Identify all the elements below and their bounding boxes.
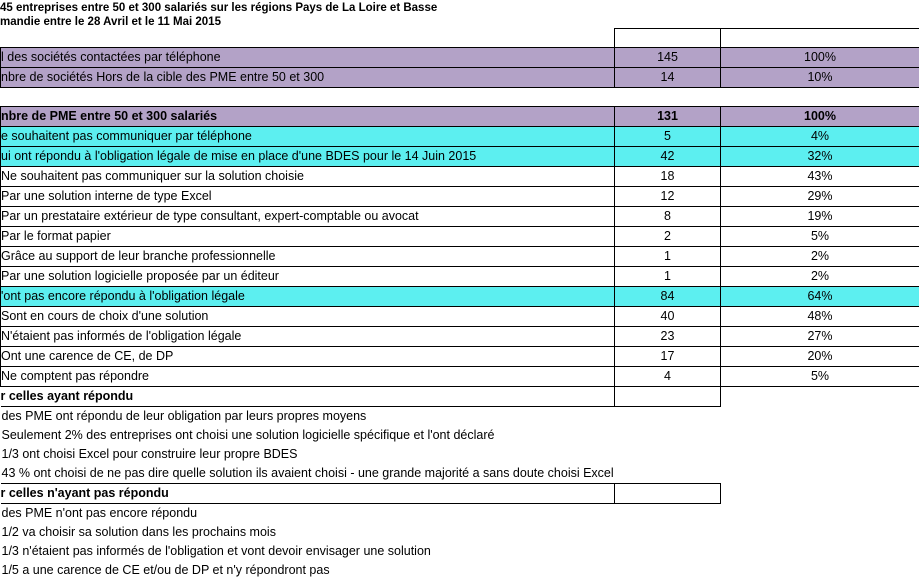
row-label[interactable]: l des sociétés contactées par téléphone bbox=[1, 48, 615, 68]
note-text[interactable]: 1/5 a une carence de CE et/ou de DP et n'y répondront pas bbox=[1, 561, 615, 580]
column-header-count bbox=[615, 29, 721, 48]
row-count[interactable]: 131 bbox=[615, 107, 721, 127]
note-blank-count bbox=[615, 445, 721, 464]
table-row[interactable] bbox=[1, 48, 919, 68]
row-count[interactable]: 40 bbox=[615, 307, 721, 327]
summary-not-answered-heading[interactable] bbox=[1, 484, 919, 504]
row-count[interactable]: 84 bbox=[615, 287, 721, 307]
note-blank-count bbox=[615, 464, 721, 484]
row-label[interactable]: Par une solution interne de type Excel bbox=[1, 187, 615, 207]
note-row[interactable] bbox=[1, 445, 919, 464]
row-label[interactable]: Grâce au support de leur branche professionnelle bbox=[1, 247, 615, 267]
note-row[interactable] bbox=[1, 426, 919, 445]
note-blank-rate bbox=[721, 542, 919, 561]
row-label[interactable]: Sont en cours de choix d'une solution bbox=[1, 307, 615, 327]
note-blank-rate bbox=[721, 504, 919, 524]
row-rate[interactable]: 32% bbox=[721, 147, 919, 167]
note-row[interactable] bbox=[1, 523, 919, 542]
table-row[interactable] bbox=[1, 167, 919, 187]
row-label[interactable]: e souhaitent pas communiquer par téléphone bbox=[1, 127, 615, 147]
row-rate[interactable]: 100% bbox=[721, 107, 919, 127]
row-count[interactable]: 23 bbox=[615, 327, 721, 347]
note-text[interactable]: 1/3 n'étaient pas informés de l'obligation et vont devoir envisager une solution bbox=[1, 542, 615, 561]
table-row[interactable] bbox=[1, 287, 919, 307]
row-count[interactable]: 42 bbox=[615, 147, 721, 167]
row-rate[interactable]: 19% bbox=[721, 207, 919, 227]
column-header-rate bbox=[721, 29, 919, 48]
row-rate[interactable]: 5% bbox=[721, 367, 919, 387]
row-count[interactable]: 145 bbox=[615, 48, 721, 68]
data-table bbox=[0, 28, 919, 580]
note-text[interactable]: des PME ont répondu de leur obligation par leurs propres moyens bbox=[1, 407, 615, 427]
summary-heading-label[interactable]: r celles ayant répondu bbox=[1, 387, 615, 407]
row-label[interactable]: Par le format papier bbox=[1, 227, 615, 247]
note-blank-count bbox=[615, 504, 721, 524]
row-rate[interactable]: 5% bbox=[721, 227, 919, 247]
row-label[interactable]: 'ont pas encore répondu à l'obligation légale bbox=[1, 287, 615, 307]
section-separator bbox=[1, 88, 919, 107]
table-row[interactable] bbox=[1, 207, 919, 227]
empty-cell bbox=[721, 88, 919, 107]
row-rate[interactable]: 29% bbox=[721, 187, 919, 207]
row-count[interactable]: 17 bbox=[615, 347, 721, 367]
table-row[interactable] bbox=[1, 267, 919, 287]
note-text[interactable]: 1/3 ont choisi Excel pour construire leur propre BDES bbox=[1, 445, 615, 464]
note-row[interactable] bbox=[1, 542, 919, 561]
note-blank-rate bbox=[721, 445, 919, 464]
row-label[interactable]: N'étaient pas informés de l'obligation légale bbox=[1, 327, 615, 347]
note-row[interactable] bbox=[1, 407, 919, 427]
empty-cell bbox=[1, 88, 615, 107]
row-rate[interactable]: 27% bbox=[721, 327, 919, 347]
row-count[interactable]: 1 bbox=[615, 247, 721, 267]
row-label[interactable]: ui ont répondu à l'obligation légale de mise en place d'une BDES pour le 14 Juin 2015 bbox=[1, 147, 615, 167]
row-rate[interactable]: 64% bbox=[721, 287, 919, 307]
table-row[interactable] bbox=[1, 327, 919, 347]
row-count[interactable]: 12 bbox=[615, 187, 721, 207]
table-row[interactable] bbox=[1, 147, 919, 167]
note-blank-count bbox=[615, 407, 721, 427]
table-row[interactable] bbox=[1, 107, 919, 127]
note-row[interactable] bbox=[1, 561, 919, 580]
sheet-title bbox=[0, 0, 919, 28]
row-label[interactable]: Ne souhaitent pas communiquer sur la solution choisie bbox=[1, 167, 615, 187]
row-rate[interactable]: 43% bbox=[721, 167, 919, 187]
table-row[interactable] bbox=[1, 367, 919, 387]
table-row[interactable] bbox=[1, 227, 919, 247]
note-blank-rate bbox=[721, 523, 919, 542]
note-text[interactable]: des PME n'ont pas encore répondu bbox=[1, 504, 615, 524]
row-rate[interactable]: 48% bbox=[721, 307, 919, 327]
table-row[interactable] bbox=[1, 187, 919, 207]
row-count[interactable]: 1 bbox=[615, 267, 721, 287]
row-count[interactable]: 18 bbox=[615, 167, 721, 187]
note-row[interactable] bbox=[1, 504, 919, 524]
table-header-row bbox=[1, 29, 919, 48]
summary-heading-blank bbox=[721, 387, 919, 407]
table-row[interactable] bbox=[1, 307, 919, 327]
row-label[interactable]: Ont une carence de CE, de DP bbox=[1, 347, 615, 367]
row-count[interactable]: 14 bbox=[615, 68, 721, 88]
summary-heading-label[interactable]: r celles n'ayant pas répondu bbox=[1, 484, 615, 504]
summary-answered-heading[interactable] bbox=[1, 387, 919, 407]
table-row[interactable] bbox=[1, 127, 919, 147]
note-text[interactable]: 1/2 va choisir sa solution dans les prochains mois bbox=[1, 523, 615, 542]
row-label[interactable]: Par une solution logicielle proposée par un éditeur bbox=[1, 267, 615, 287]
header-label-cell bbox=[1, 29, 615, 48]
note-blank-count bbox=[615, 561, 721, 580]
table-row[interactable] bbox=[1, 68, 919, 88]
table-row[interactable] bbox=[1, 247, 919, 267]
summary-heading-spacer bbox=[615, 484, 721, 504]
note-blank-rate bbox=[721, 426, 919, 445]
spreadsheet-grid bbox=[0, 28, 919, 580]
note-blank-rate bbox=[721, 407, 919, 427]
table-row[interactable] bbox=[1, 347, 919, 367]
note-blank-count bbox=[615, 542, 721, 561]
empty-cell bbox=[615, 88, 721, 107]
row-rate[interactable]: 4% bbox=[721, 127, 919, 147]
note-blank-rate bbox=[721, 561, 919, 580]
row-label[interactable]: nbre de sociétés Hors de la cible des PME entre 50 et 300 bbox=[1, 68, 615, 88]
note-row[interactable] bbox=[1, 464, 919, 484]
note-blank-rate bbox=[721, 464, 919, 484]
row-count[interactable]: 5 bbox=[615, 127, 721, 147]
row-rate[interactable]: 20% bbox=[721, 347, 919, 367]
row-rate[interactable]: 2% bbox=[721, 267, 919, 287]
row-label[interactable]: Ne comptent pas répondre bbox=[1, 367, 615, 387]
row-rate[interactable]: 2% bbox=[721, 247, 919, 267]
title-line-1: 45 entreprises entre 50 et 300 salariés sur les régions Pays de La Loire et Basse bbox=[0, 1, 919, 15]
row-rate[interactable]: 100% bbox=[721, 48, 919, 68]
row-label[interactable]: Par un prestataire extérieur de type consultant, expert-comptable ou avocat bbox=[1, 207, 615, 227]
note-text[interactable]: Seulement 2% des entreprises ont choisi une solution logicielle spécifique et l'ont déclaré bbox=[1, 426, 615, 445]
summary-heading-spacer bbox=[615, 387, 721, 407]
note-blank-count bbox=[615, 426, 721, 445]
note-text[interactable]: 43 % ont choisi de ne pas dire quelle solution ils avaient choisi - une grande majorité a sans doute choisi Excel bbox=[1, 464, 615, 484]
row-count[interactable]: 2 bbox=[615, 227, 721, 247]
row-label[interactable]: nbre de PME entre 50 et 300 salariés bbox=[1, 107, 615, 127]
note-blank-count bbox=[615, 523, 721, 542]
title-line-2: mandie entre le 28 Avril et le 11 Mai 2015 bbox=[0, 15, 919, 29]
row-count[interactable]: 4 bbox=[615, 367, 721, 387]
row-count[interactable]: 8 bbox=[615, 207, 721, 227]
row-rate[interactable]: 10% bbox=[721, 68, 919, 88]
summary-heading-blank bbox=[721, 484, 919, 504]
